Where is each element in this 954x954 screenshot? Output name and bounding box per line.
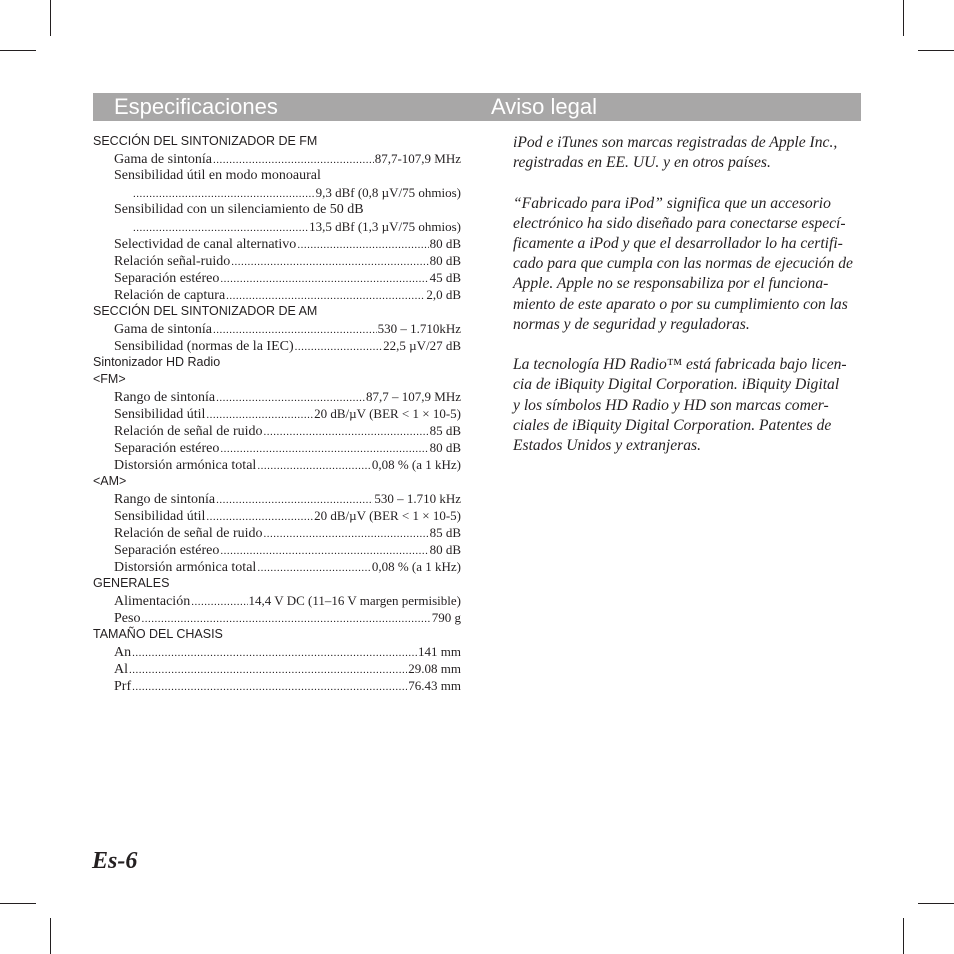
spec-value: 80 dB [429, 236, 461, 251]
spec-label: Separación estéreo [114, 271, 220, 286]
spec-row [93, 660, 461, 677]
legal-line: ciales de iBiquity Digital Corporation. Patentes de [513, 416, 832, 434]
dot-leader [191, 594, 247, 609]
spec-value: 85 dB [429, 423, 461, 438]
spec-value: 20 dB/µV (BER < 1 × 10-5) [314, 406, 461, 421]
dot-leader [231, 254, 428, 269]
spec-value: 45 dB [429, 270, 461, 285]
legal-line: cado para que cumpla con las normas de ejecución de [513, 255, 853, 273]
spec-value: 0,08 % (a 1 kHz) [371, 457, 461, 472]
spec-label: An [114, 645, 132, 660]
dot-leader [264, 526, 429, 541]
legal-line: Apple. Apple no se responsabiliza por el funciona- [513, 275, 829, 293]
specs-heading: Especificaciones [114, 94, 278, 119]
dot-leader [220, 543, 428, 558]
dot-leader [226, 288, 425, 303]
spec-section-heading: <FM> [93, 372, 126, 386]
spec-row [93, 507, 461, 524]
spec-row [93, 541, 461, 558]
spec-row [93, 286, 461, 303]
spec-value: 80 dB [429, 542, 461, 557]
dot-leader [220, 441, 428, 456]
spec-value: 9,3 dBf (0,8 µV/75 ohmios) [315, 185, 461, 200]
legal-line: y los símbolos HD Radio y HD son marcas comer- [513, 396, 829, 414]
spec-row [93, 592, 461, 609]
legal-notice-column [513, 133, 863, 476]
spec-value: 87,7-107,9 MHz [374, 151, 461, 166]
spec-row [93, 320, 461, 337]
legal-line: Estados Unidos y extranjeras. [513, 437, 701, 455]
spec-value: 29.08 mm [408, 661, 461, 676]
legal-line: cia de iBiquity Digital Corporation. iBiquity Digital [513, 376, 840, 394]
spec-value: 80 dB [429, 253, 461, 268]
spec-label: Sensibilidad útil en modo monoaural [114, 168, 321, 183]
spec-row [93, 558, 461, 575]
spec-row [93, 524, 461, 541]
spec-label: Sensibilidad útil [114, 509, 206, 524]
spec-row [93, 677, 461, 694]
crop-mark [0, 903, 36, 904]
spec-value: 20 dB/µV (BER < 1 × 10-5) [314, 508, 461, 523]
spec-label: Sensibilidad (normas de la IEC) [114, 339, 294, 354]
legal-line: La tecnología HD Radio™ está fabricada bajo licen- [513, 356, 847, 374]
spec-section-heading: SECCIÓN DEL SINTONIZADOR DE AM [93, 304, 318, 318]
dot-leader [133, 186, 315, 201]
dot-leader [257, 560, 371, 575]
spec-label: Sensibilidad con un silenciamiento de 50 dB [114, 202, 364, 217]
spec-row [93, 218, 461, 235]
section-header-bar [93, 93, 861, 121]
spec-label: Al [114, 662, 128, 677]
dot-leader [220, 271, 428, 286]
spec-label: Relación de captura [114, 288, 226, 303]
spec-row [93, 439, 461, 456]
legal-line: iPod e iTunes son marcas registradas de Apple Inc., [513, 134, 838, 151]
dot-leader [216, 390, 365, 405]
spec-section-heading: <AM> [93, 474, 127, 488]
crop-mark [50, 918, 51, 954]
spec-label: Separación estéreo [114, 543, 220, 558]
spec-row [93, 201, 461, 218]
specifications-column [93, 133, 461, 694]
dot-leader [216, 492, 373, 507]
legal-line: ficamente a iPod y que el desarrollador lo ha certifi- [513, 235, 843, 252]
spec-value: 22,5 µV/27 dB [383, 338, 461, 353]
spec-row [93, 490, 461, 507]
spec-row [93, 235, 461, 252]
spec-row [93, 405, 461, 422]
dot-leader [133, 220, 308, 235]
spec-label: Rango de sintonía [114, 492, 216, 507]
spec-label: Rango de sintonía [114, 390, 216, 405]
spec-label: Alimentación [114, 594, 191, 609]
spec-row [93, 167, 461, 184]
spec-value: 85 dB [429, 525, 461, 540]
spec-label: Relación de señal de ruido [114, 526, 263, 541]
spec-value: 0,08 % (a 1 kHz) [371, 559, 461, 574]
spec-row [93, 456, 461, 473]
spec-row [93, 422, 461, 439]
spec-label: Prf [114, 679, 132, 694]
spec-label: Gama de sintonía [114, 322, 212, 337]
spec-value: 141 mm [418, 644, 461, 659]
spec-label: Relación señal-ruido [114, 254, 231, 269]
spec-row [93, 150, 461, 167]
dot-leader [129, 662, 407, 677]
dot-leader [132, 679, 407, 694]
legal-line: electrónico ha sido diseñado para conectarse especí- [513, 214, 846, 232]
crop-mark [918, 50, 954, 51]
spec-value: 80 dB [429, 440, 461, 455]
legal-paragraph [513, 133, 863, 173]
spec-row [93, 643, 461, 660]
spec-value: 2,0 dB [426, 287, 461, 302]
spec-label: Selectividad de canal alternativo [114, 237, 297, 252]
dot-leader [257, 458, 371, 473]
spec-value: 530 – 1.710kHz [377, 321, 461, 336]
crop-mark [918, 903, 954, 904]
dot-leader [141, 611, 430, 626]
legal-line: miento de este aparato o por su cumplimiento con las [513, 295, 848, 313]
dot-leader [295, 339, 382, 354]
spec-row [93, 388, 461, 405]
dot-leader [213, 322, 377, 337]
legal-line: registradas en EE. UU. y en otros países. [513, 154, 771, 172]
crop-mark [0, 50, 36, 51]
crop-mark [50, 0, 51, 36]
spec-value: 13,5 dBf (1,3 µV/75 ohmios) [309, 219, 461, 234]
spec-label: Sensibilidad útil [114, 407, 206, 422]
spec-value: 76.43 mm [408, 678, 461, 693]
spec-label: Distorsión armónica total [114, 458, 257, 473]
legal-line: “Fabricado para iPod” significa que un accesorio [513, 194, 831, 212]
legal-line: normas y de seguridad y reguladoras. [513, 315, 750, 333]
crop-mark [903, 918, 904, 954]
spec-label: Peso [114, 611, 141, 626]
dot-leader [264, 424, 429, 439]
dot-leader [206, 407, 313, 422]
spec-section-heading: GENERALES [93, 576, 170, 590]
spec-value: 14,4 V DC (11–16 V margen permisible) [248, 593, 461, 608]
spec-section-heading: TAMAÑO DEL CHASIS [93, 627, 223, 641]
spec-value: 87,7 – 107,9 MHz [366, 389, 461, 404]
spec-label: Separación estéreo [114, 441, 220, 456]
spec-row [93, 609, 461, 626]
spec-row [93, 184, 461, 201]
page-number: Es-6 [92, 848, 138, 874]
legal-paragraph [513, 355, 863, 456]
spec-label: Relación de señal de ruido [114, 424, 263, 439]
spec-row [93, 337, 461, 354]
spec-row [93, 269, 461, 286]
spec-row [93, 252, 461, 269]
spec-label: Distorsión armónica total [114, 560, 257, 575]
spec-section-heading: SECCIÓN DEL SINTONIZADOR DE FM [93, 134, 318, 148]
spec-value: 530 – 1.710 kHz [374, 491, 461, 506]
dot-leader [206, 509, 313, 524]
dot-leader [213, 152, 374, 167]
spec-label: Gama de sintonía [114, 152, 212, 167]
dot-leader [132, 645, 417, 660]
spec-section-heading: Sintonizador HD Radio [93, 355, 221, 369]
legal-paragraph [513, 194, 863, 335]
legal-heading: Aviso legal [491, 94, 597, 119]
crop-mark [903, 0, 904, 36]
dot-leader [297, 237, 428, 252]
spec-value: 790 g [431, 610, 461, 625]
